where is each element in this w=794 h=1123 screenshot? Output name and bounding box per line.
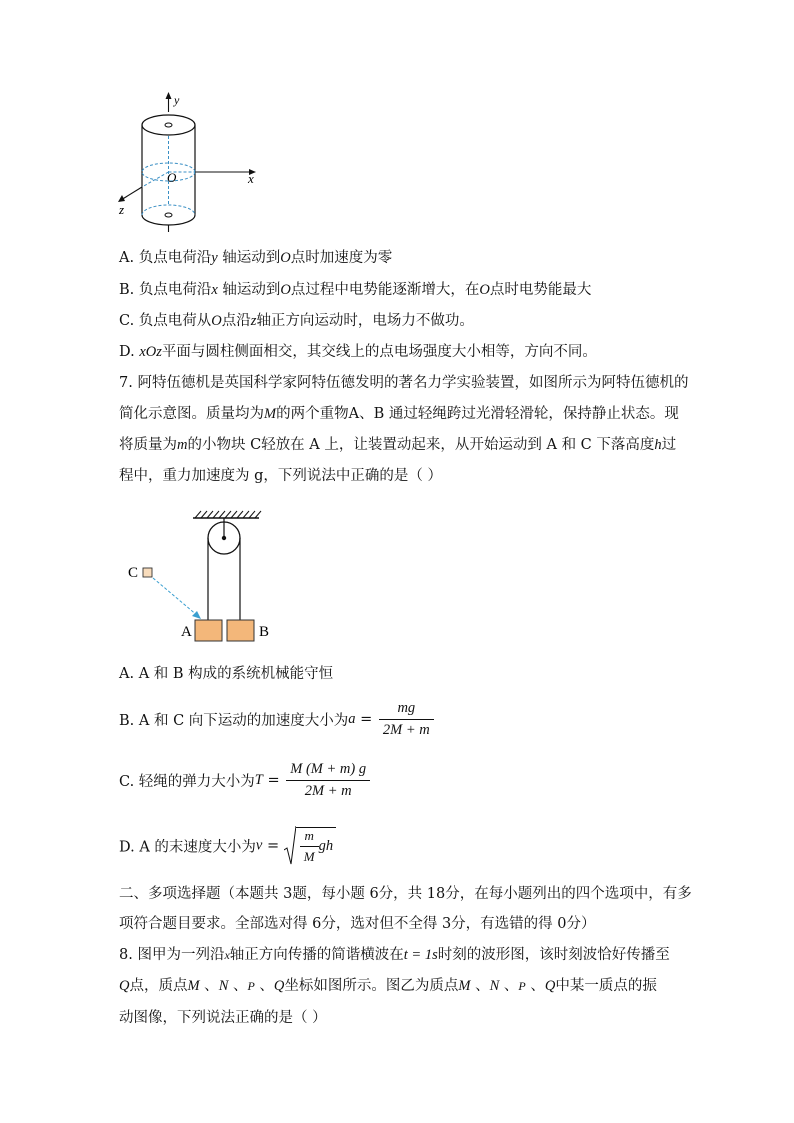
q8-stem-line1: 8. 图甲为一列沿x轴正方向传播的简谐横波在t = 1s时刻的波形图，该时刻波恰好传播至 bbox=[119, 947, 670, 963]
q6-option-a: A. 负点电荷沿y 轴运动到O点时加速度为零 bbox=[119, 250, 393, 266]
atwood-machine-figure bbox=[125, 508, 285, 648]
q7-option-c: C. 轻绳的弹力大小为T = $\frac{M (M + m) g}{2M + m}$ bbox=[119, 761, 370, 800]
block-b-label: B bbox=[259, 624, 270, 640]
q7-stem-line2: 简化示意图。质量均为M的两个重物A、B 通过轻绳跨过光滑轻滑轮，保持静止状态。现 bbox=[119, 406, 679, 422]
x-axis-label: x bbox=[248, 171, 254, 186]
q8-stem-line2: Q点，质点M 、N 、P 、Q坐标如图所示。图乙为质点M 、N 、P 、Q中某一质点的振 bbox=[119, 978, 657, 994]
z-axis-label: z bbox=[119, 202, 125, 217]
q7-stem-line1: 7. 阿特伍德机是英国科学家阿特伍德发明的著名力学实验装置，如图所示为阿特伍德机的 bbox=[119, 375, 689, 391]
q8-stem-line3: 动图像，下列说法正确的是（ ） bbox=[119, 1010, 327, 1026]
q6-option-d: D. xOz平面与圆柱侧面相交，其交线上的点电场强度大小相等，方向不同。 bbox=[119, 344, 597, 360]
q7-option-d: D. A 的末速度大小为v = $\frac{m}{M}$ gh bbox=[119, 826, 336, 866]
fraction-c: $\frac{M (M + m) g}{2M + m}$ bbox=[286, 761, 370, 800]
q6-option-c: C. 负点电荷从O点沿z轴正方向运动时，电场力不做功。 bbox=[119, 313, 474, 329]
q7-option-a: A. A 和 B 构成的系统机械能守恒 bbox=[119, 666, 334, 682]
q6-option-b: B. 负点电荷沿x 轴运动到O点过程中电势能逐渐增大，在O点时电势能最大 bbox=[119, 282, 592, 298]
y-axis-label: y bbox=[174, 93, 180, 107]
block-a-label: A bbox=[181, 624, 192, 640]
cylinder-axes-figure bbox=[110, 92, 270, 232]
q7-stem-line4: 程中，重力加速度为 g，下列说法中正确的是（ ） bbox=[119, 468, 442, 484]
fraction-b: $\frac{mg}{2M + m}$ bbox=[379, 700, 434, 739]
q7-stem-line3: 将质量为m的小物块 C轻放在 A 上，让装置动起来，从开始运动到 A 和 C 下落高度h过 bbox=[119, 437, 677, 453]
radical-sign bbox=[284, 826, 296, 866]
section2-header-line1: 二、多项选择题（本题共 3题，每小题 6分，共 18分，在每小题列出的四个选项中，有多 bbox=[119, 886, 692, 902]
section2-header-line2: 项符合题目要求。全部选对得 6分，选对但不全得 3分，有选错的得 0分） bbox=[119, 916, 596, 932]
q7-option-b: B. A 和 C 向下运动的加速度大小为a = $\frac{mg}{2M + m}$ bbox=[119, 700, 434, 739]
block-c-label: C bbox=[128, 565, 139, 581]
origin-label: O bbox=[167, 170, 177, 185]
sqrt-expression: $\frac{m}{M}$ gh bbox=[284, 826, 336, 866]
